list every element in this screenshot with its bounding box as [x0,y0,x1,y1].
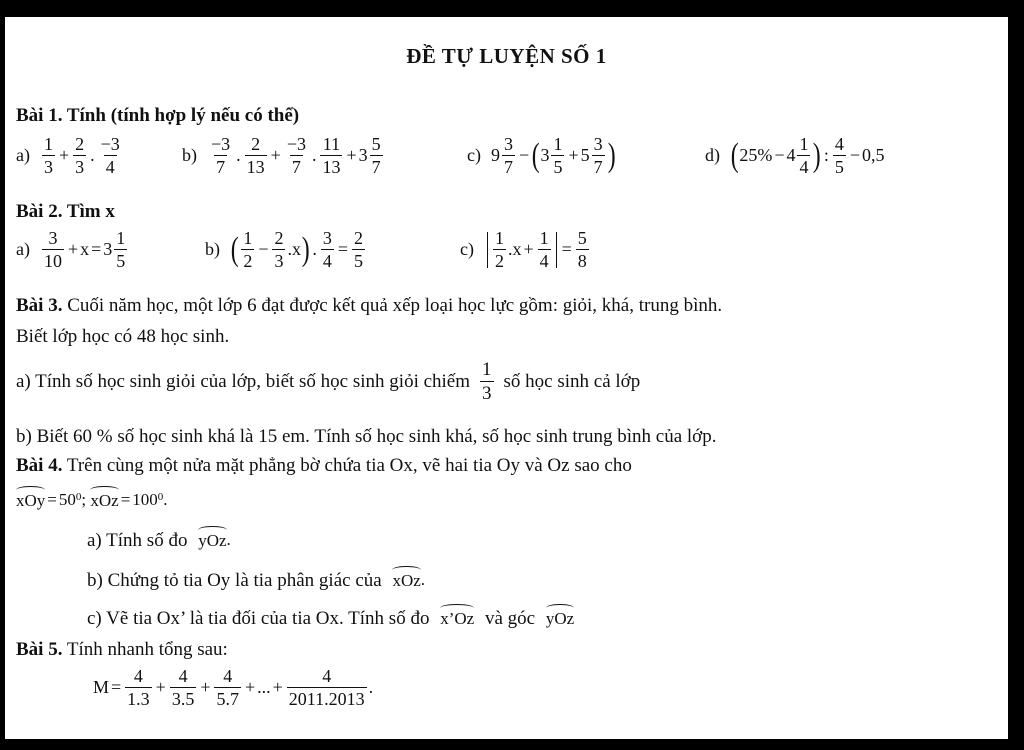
bai3-line1 [16,295,722,317]
bai2-b: b) ( $\frac{1}{2}$ − $\frac{2}{3}$ .x ) . $\frac{3}{4}$ = $\frac{2}{5}$ [205,228,363,271]
bai4-c-text: c) Vẽ tia Ox’ là tia đối của tia Ox. Tính số đo [87,608,430,629]
bai1-heading-text: Bài 1. Tính (tính hợp lý nếu có thể) [16,105,300,126]
bai2-heading [16,201,115,223]
bai2-heading-text: Bài 2. Tìm x [16,201,115,222]
bai5-heading: Bài 5. [16,639,63,660]
bai1-a: a) $\frac{1}{3}$ + $\frac{2}{3}$ . $\frac{-3}{4}$ [16,134,120,177]
bai5-line1 [16,639,228,661]
bai4-c-mid: và góc [484,608,536,629]
bai3-line2: Biết lớp học có 48 học sinh. [16,326,230,347]
bai3-a-frac-den: 3 [482,383,492,404]
bai3-a-fraction [480,360,494,403]
bai1-c-label: c) [467,145,481,165]
bai5-text: Tính nhanh tổng sau: [66,639,228,660]
bai1-b: b) $\frac{-3}{7}$ . $\frac{2}{13}$ + $\frac{-3}{7}$ . $\frac{11}{13}$ + 3 $\frac{5}{7}$ [182,134,381,177]
bai2-c: c) $\frac{1}{2}$ .x + $\frac{1}{4}$ = $\frac{5}{8}$ [460,228,587,271]
bai3-a [16,360,640,403]
bai1-heading [16,105,299,127]
worksheet-page [5,17,1008,739]
bai4-b: b) Chứng tỏ tia Oy là tia phân giác của xOz . [87,569,426,591]
bai3-a-text: a) Tính số học sinh giỏi của lớp, biết số học sinh giỏi chiếm [16,370,471,392]
page-title: ĐỀ TỰ LUYỆN SỐ 1 [406,44,607,68]
bai4-c: c) Vẽ tia Ox’ là tia đối của tia Ox. Tính số đo x’Oz và góc yOz [87,608,575,629]
bai5-formula: M = $\frac{4}{1.3}$ + $\frac{4}{3.5}$ + $\frac{4}{5.7}$ + ... + $\frac{4}{2011.2013}$ . [93,666,374,709]
bai4-heading: Bài 4. [16,455,63,476]
bai1-a-label: a) [16,145,30,165]
bai3-b: b) Biết 60 % số học sinh khá là 15 em. Tính số học sinh khá, số học sinh trung bình của lớp. [16,426,717,447]
bai4-a: a) Tính số đo yOz . [87,529,231,551]
bai1-c: c) 9 $\frac{3}{7}$ − ( 3 $\frac{1}{5}$ + 5 $\frac{3}{7}$ ) [467,134,616,177]
bai4-line1 [16,455,632,477]
bai4-angles: xOy = 50 0 ; xOz = 100 0 . [16,489,168,510]
bai4-line1-text: Trên cùng một nửa mặt phẳng bờ chứa tia Ox, vẽ hai tia Oy và Oz sao cho [66,455,632,476]
bai1-row [16,135,124,176]
bai3-heading: Bài 3. [16,295,63,316]
bai1-b-label: b) [182,145,197,165]
bai2-a: a) $\frac{3}{10}$ + x = 3 $\frac{1}{5}$ [16,228,126,271]
bai4-b-text: b) Chứng tỏ tia Oy là tia phân giác của [87,570,382,591]
bai1-d-label: d) [705,145,720,165]
bai2-a-label: a) [16,239,30,259]
bai3-a-text-after: số học sinh cả lớp [503,370,641,392]
bai3-a-frac-num: 1 [482,359,492,380]
bai1-d: d) ( 25% − 4 $\frac{1}{4}$ ) : $\frac{4}{5}$ − 0,5 [705,134,885,177]
bai2-b-label: b) [205,239,220,259]
bai4-a-text: a) Tính số đo [87,530,188,551]
bai3-line1-text: Cuối năm học, một lớp 6 đạt được kết quả xếp loại học lực gồm: giỏi, khá, trung bình. [67,295,723,316]
bai2-c-label: c) [460,239,474,259]
